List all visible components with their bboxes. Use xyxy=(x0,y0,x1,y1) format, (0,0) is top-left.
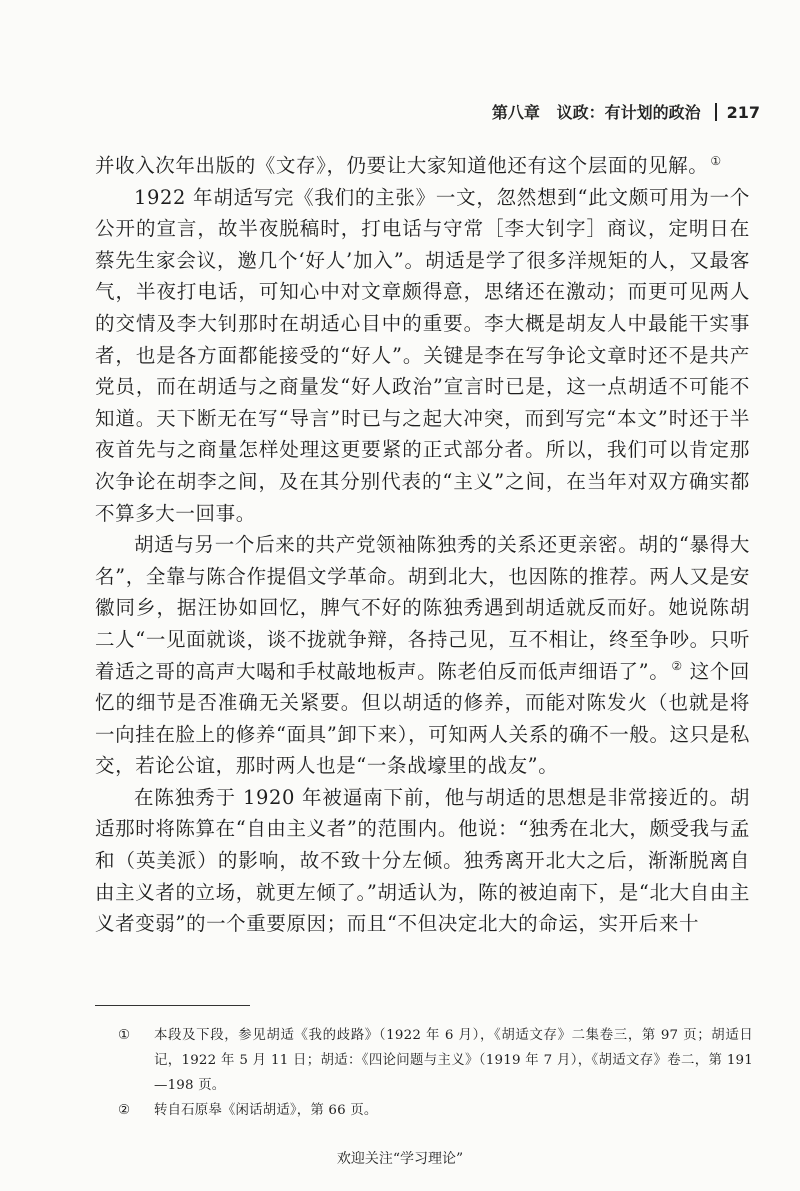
paragraph-4: 在陈独秀于 1920 年被逼南下前，他与胡适的思想是非常接近的。胡适那时将陈算在“自由主义者”的范围内。他说：“独秀在北大，颇受我与孟和（英美派）的影响，故不致十分左倾。独秀离开北大之后，渐渐脱离自由主义者的立场，就更左倾了。”胡适认为，陈的被迫南下，是“北大自由主义者变弱”的一个重要原因；而且“不但决定北大的命运，实开后来十 xyxy=(95,785,750,936)
paragraph-1 xyxy=(95,150,750,182)
footnote-1 xyxy=(118,1023,753,1098)
footnote-2 xyxy=(118,1098,753,1123)
footnote-1-mark: ① xyxy=(118,1028,131,1043)
footnotes xyxy=(118,1023,753,1123)
paragraph-2: 1922 年胡适写完《我们的主张》一文，忽然想到“此文颇可用为一个公开的宣言，故半夜脱稿时，打电话与守常［李大钊字］商议，定明日在蔡先生家会议，邀几个‘好人’加入”。胡适是学了很多洋规矩的人，又最客气，半夜打电话，可知心中对文章颇得意，思绪还在激动；而更可见两人的交情及李大钊那时在胡适心目中的重要。李大概是胡友人中最能干实事者，也是各方面都能接受的“好人”。关键是李在写争论文章时还不是共产党员，而在胡适与之商量发“好人政治”宣言时已是，这一点胡适不可能不知道。天下断无在写“导言”时已与之起大冲突，而到写完“本文”时还于半夜首先与之商量怎样处理这更要紧的正式部分者。所以，我们可以肯定那次争论在胡李之间，及在其分别代表的“主义”之间，在当年对双方确实都不算多大一回事。 xyxy=(95,185,750,525)
paragraph-3-text-b: 这个回忆的细节是否准确无关紧要。但以胡适的修养，而能对陈发火（也就是将一向挂在脸上的修养“面具”卸下来），可知两人关系的确不一般。这只是私交，若论公谊，那时两人也是“一条战壕里的战友”。 xyxy=(95,659,750,778)
footnote-1-text: 本段及下段，参见胡适《我的歧路》（1922 年 6 月），《胡适文存》二集卷三，第 97 页；胡适日记，1922 年 5 月 11 日；胡适：《四论问题与主义》（1919 年 7 月），《胡适文存》卷二，第 191—198 页。 xyxy=(154,1028,753,1093)
chapter-title: 议政：有计划的政治 xyxy=(556,103,701,122)
footnote-ref-2[interactable]: ② xyxy=(671,659,683,673)
bottom-note: 欢迎关注“学习理论” xyxy=(336,1151,464,1167)
paragraph-1-text: 并收入次年出版的《文存》，仍要让大家知道他还有这个层面的见解。 xyxy=(95,154,709,177)
page-number: 217 xyxy=(726,103,760,122)
footnote-ref-1[interactable]: ① xyxy=(710,153,722,168)
header-separator xyxy=(715,103,717,121)
footnote-divider xyxy=(95,1005,250,1006)
chapter-label: 第八章 xyxy=(491,103,540,122)
paragraph-3 xyxy=(95,529,750,782)
footnote-2-text: 转自石原皋《闲话胡适》，第 66 页。 xyxy=(154,1103,378,1118)
body-text xyxy=(95,150,750,940)
running-head xyxy=(0,100,760,123)
footnote-2-mark: ② xyxy=(118,1103,131,1118)
paragraph-3-text-a: 胡适与另一个后来的共产党领袖陈独秀的关系还更亲密。胡的“暴得大名”，全靠与陈合作提倡文学革命。胡到北大，也因陈的推荐。两人又是安徽同乡，据汪协如回忆，脾气不好的陈独秀遇到胡适就反而好。她说陈胡二人“一见面就谈，谈不拢就争辩，各持己见，互不相让，终至争吵。只听着适之哥的高声大喝和手杖敲地板声。陈老伯反而低声细语了”。 xyxy=(95,533,750,683)
